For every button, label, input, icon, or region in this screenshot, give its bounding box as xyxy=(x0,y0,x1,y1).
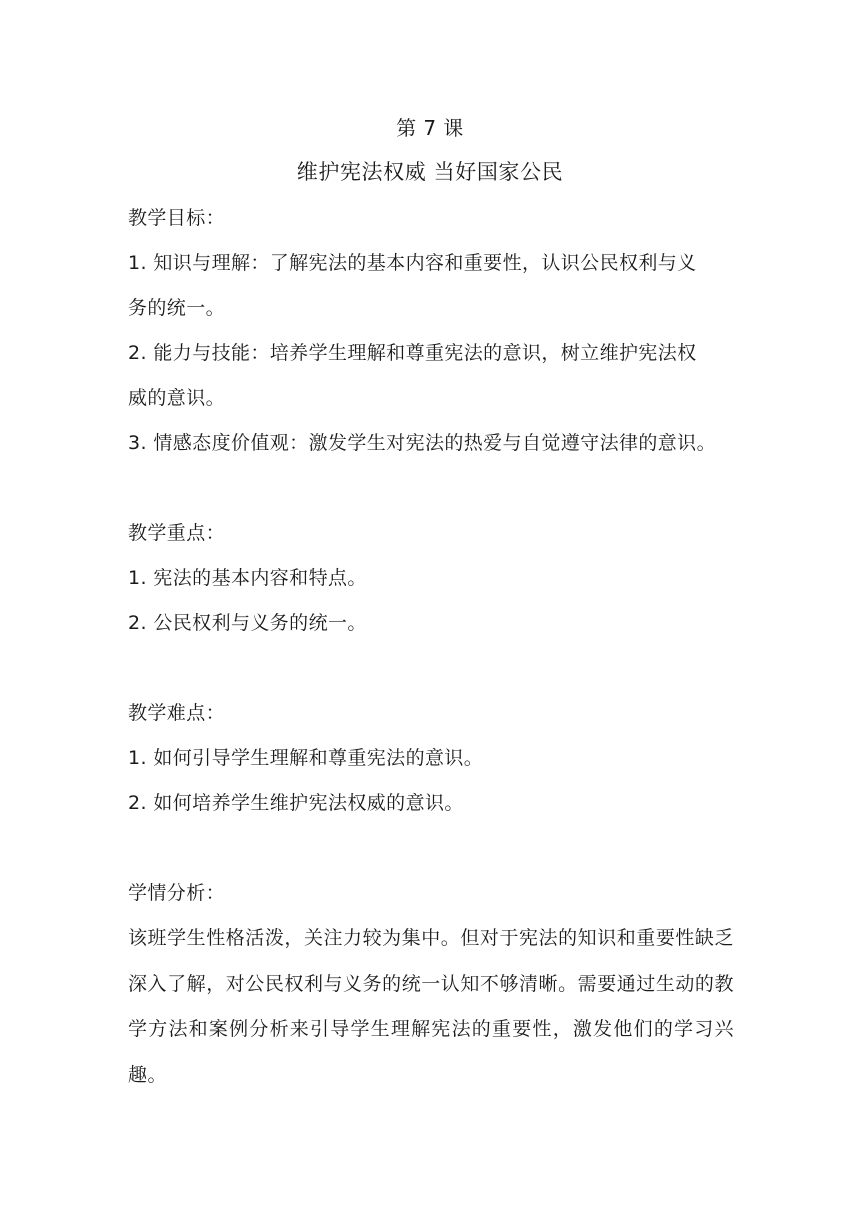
objective-1-line-1: 1. 知识与理解：了解宪法的基本内容和重要性，认识公民权利与义 xyxy=(128,252,697,274)
lesson-number: 第 7 课 xyxy=(396,116,464,140)
objective-2-line-2: 威的意识。 xyxy=(128,387,226,409)
objective-3-line-1: 3. 情感态度价值观：激发学生对宪法的热爱与自觉遵守法律的意识。 xyxy=(128,432,716,454)
key-points-heading: 教学重点： xyxy=(128,522,226,544)
difficulty-1: 1. 如何引导学生理解和尊重宪法的意识。 xyxy=(128,747,484,769)
lesson-title: 维护宪法权威 当好国家公民 xyxy=(296,160,564,184)
key-point-1: 1. 宪法的基本内容和特点。 xyxy=(128,567,367,589)
objective-1-line-2: 务的统一。 xyxy=(128,297,226,319)
difficulties-heading: 教学难点： xyxy=(128,702,226,724)
objectives-heading: 教学目标： xyxy=(128,207,226,229)
objective-2-line-1: 2. 能力与技能：培养学生理解和尊重宪法的意识，树立维护宪法权 xyxy=(128,342,697,364)
analysis-paragraph: 该班学生性格活泼，关注力较为集中。但对于宪法的知识和重要性缺乏深入了解，对公民权利与义务的统一认知不够清晰。需要通过生动的教学方法和案例分析来引导学生理解宪法的重要性，激发他们的学习兴趣。 xyxy=(128,927,734,1086)
key-point-2: 2. 公民权利与义务的统一。 xyxy=(128,612,367,634)
difficulty-2: 2. 如何培养学生维护宪法权威的意识。 xyxy=(128,792,464,814)
analysis-heading: 学情分析： xyxy=(128,882,226,904)
